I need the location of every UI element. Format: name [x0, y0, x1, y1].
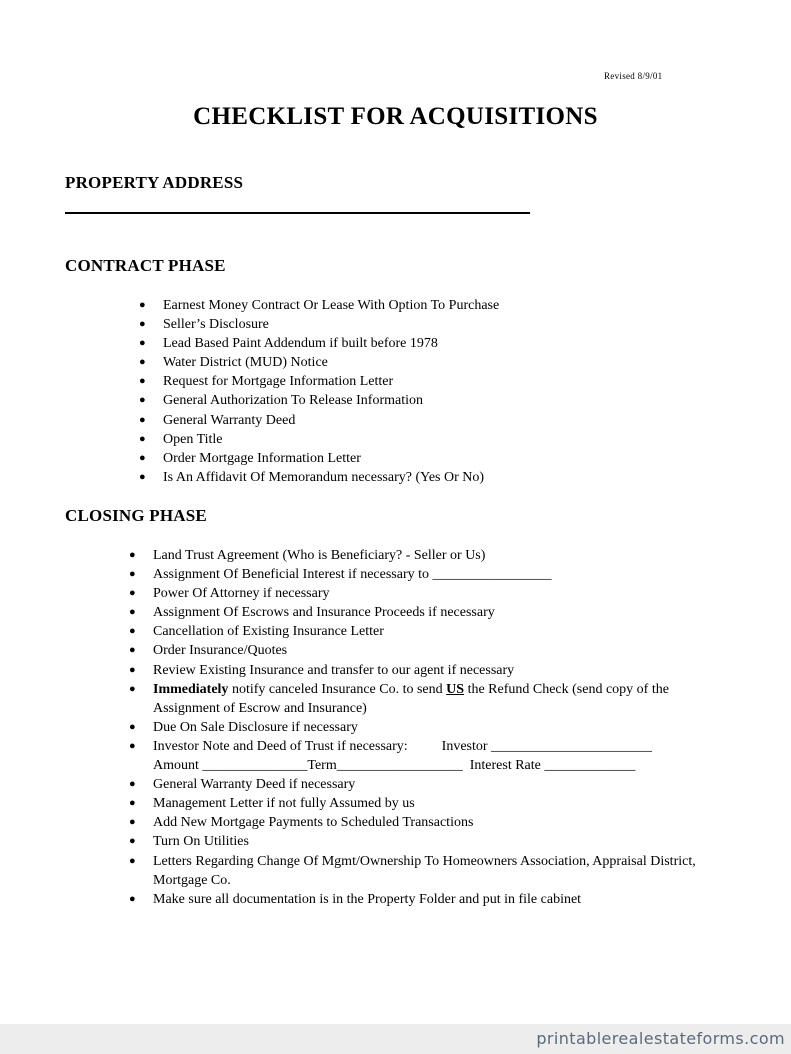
closing-phase-heading: CLOSING PHASE	[65, 506, 207, 525]
bullet-icon: ●	[129, 739, 136, 752]
bullet-icon: ●	[129, 663, 136, 676]
list-item: ● Make sure all documentation is in the Property Folder and put in file cabinet	[153, 890, 733, 909]
list-item: ● Due On Sale Disclosure if necessary	[153, 718, 733, 737]
list-item: ● Request for Mortgage Information Letter	[163, 372, 723, 391]
bullet-icon: ●	[139, 394, 146, 407]
bullet-icon: ●	[129, 778, 136, 791]
bullet-icon: ●	[139, 470, 146, 483]
list-item: ● Earnest Money Contract Or Lease With Option To Purchase	[163, 296, 723, 315]
list-item: ● Management Letter if not fully Assumed by us	[153, 794, 733, 813]
page-title: CHECKLIST FOR ACQUISITIONS	[193, 103, 598, 130]
bullet-icon: ●	[129, 720, 136, 733]
immediately-emphasis: Immediately	[153, 681, 229, 697]
list-item: ● Water District (MUD) Notice	[163, 353, 723, 372]
closing-phase-list	[129, 546, 733, 909]
list-item: ● Add New Mortgage Payments to Scheduled Transactions	[153, 813, 733, 832]
list-item-letters: ● Letters Regarding Change Of Mgmt/Ownership To Homeowners Association, Appraisal District, Mortgage Co.	[129, 853, 696, 888]
list-item: ● Cancellation of Existing Insurance Letter	[153, 622, 733, 641]
bullet-icon: ●	[129, 854, 136, 867]
list-item: ● Seller’s Disclosure	[163, 315, 723, 334]
list-item: ● Power Of Attorney if necessary	[153, 584, 733, 603]
list-item: ● Assignment Of Beneficial Interest if necessary to _________________	[153, 565, 733, 584]
list-item: ● General Authorization To Release Information	[163, 391, 723, 410]
us-emphasis: US	[446, 681, 465, 697]
bullet-icon: ●	[139, 432, 146, 445]
bullet-icon: ●	[139, 451, 146, 464]
bullet-icon: ●	[129, 816, 136, 829]
list-item: ● Review Existing Insurance and transfer to our agent if necessary	[153, 661, 733, 680]
list-item: ● Turn On Utilities	[153, 832, 733, 851]
list-item-investor: ● Investor Note and Deed of Trust if necessary: Investor _______________________ Amount _______________Term__________________ Interest Rate _____________	[129, 738, 653, 774]
bullet-icon: ●	[129, 644, 136, 657]
bullet-icon: ●	[139, 299, 146, 311]
bullet-icon: ●	[129, 549, 136, 561]
list-item: ● General Warranty Deed	[163, 411, 723, 430]
property-address-heading: PROPERTY ADDRESS	[65, 173, 244, 192]
bullet-icon: ●	[139, 337, 146, 350]
bullet-icon: ●	[129, 797, 136, 810]
bullet-icon: ●	[139, 413, 146, 426]
bullet-icon: ●	[129, 568, 136, 581]
bullet-icon: ●	[129, 587, 136, 600]
list-item-immediately: ● Immediately notify canceled Insurance Co. to send US the Refund Check (send copy of the Assignment of Escrow and Insurance)	[129, 681, 669, 716]
list-item: ● General Warranty Deed if necessary	[153, 775, 733, 794]
bullet-icon: ●	[129, 625, 136, 638]
list-item: ● Order Mortgage Information Letter	[163, 449, 723, 468]
contract-phase-heading: CONTRACT PHASE	[65, 256, 226, 275]
bullet-icon: ●	[139, 356, 146, 369]
investor-field: Investor _______________________	[441, 738, 653, 754]
amount-term-rate-fields: Amount _______________Term__________________ Interest Rate _____________	[153, 758, 636, 774]
list-item: ● Lead Based Paint Addendum if built before 1978	[163, 334, 723, 353]
bullet-icon: ●	[129, 606, 136, 619]
list-item: ● Assignment Of Escrows and Insurance Proceeds if necessary	[153, 603, 733, 622]
bullet-icon: ●	[129, 892, 136, 905]
list-item: ● Is An Affidavit Of Memorandum necessary? (Yes Or No)	[163, 468, 723, 487]
bullet-icon: ●	[129, 835, 136, 848]
bullet-icon: ●	[129, 682, 136, 695]
list-item: ● Order Insurance/Quotes	[153, 641, 733, 660]
footer-watermark: printablerealestateforms.com	[536, 1029, 785, 1048]
revised-date: Revised 8/9/01	[604, 71, 663, 81]
list-item: ● Land Trust Agreement (Who is Beneficiary? - Seller or Us)	[153, 546, 733, 565]
contract-phase-list	[139, 296, 723, 487]
list-item: ● Open Title	[163, 430, 723, 449]
property-address-line	[65, 212, 530, 214]
bullet-icon: ●	[139, 375, 146, 388]
bullet-icon: ●	[139, 318, 146, 331]
